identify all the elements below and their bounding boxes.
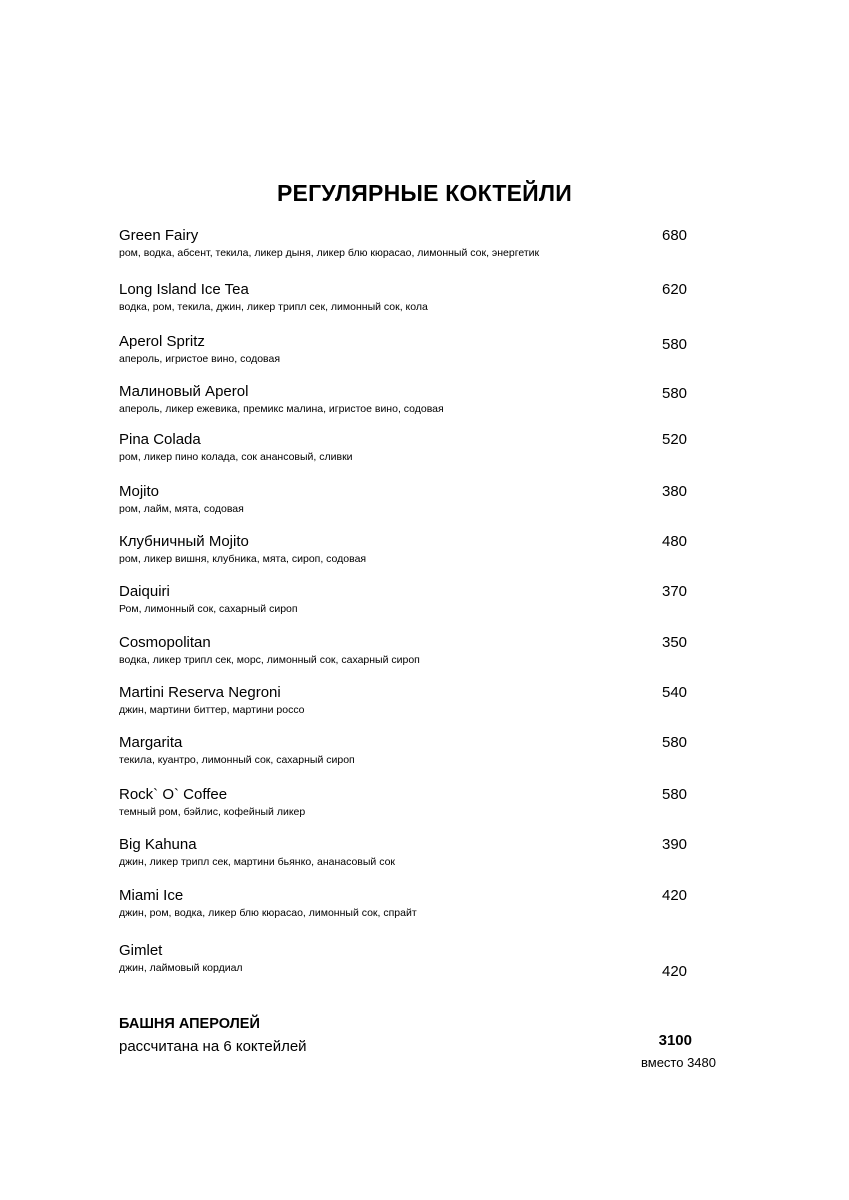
item-name: Gimlet: [119, 942, 163, 959]
menu-item: [119, 634, 719, 667]
item-price: 680: [662, 227, 688, 244]
item-description: джин, лаймовый кордиал: [119, 962, 243, 974]
item-price: 580: [662, 385, 688, 402]
item-name: Big Kahuna: [119, 836, 197, 853]
tower-price: 3100: [658, 1032, 692, 1049]
item-description: апероль, игристое вино, содовая: [119, 353, 281, 365]
item-price: 520: [662, 431, 688, 448]
menu-item: [119, 483, 719, 516]
menu-item: [119, 431, 719, 464]
item-price: 620: [662, 281, 688, 298]
menu-item: [119, 734, 719, 767]
item-name: Cosmopolitan: [119, 634, 211, 651]
item-description: джин, ром, водка, ликер блю кюрасао, лимонный сок, спрайт: [119, 907, 417, 919]
item-name: Клубничный Mojito: [119, 533, 249, 550]
item-description: ром, водка, абсент, текила, ликер дыня, ликер блю кюрасао, лимонный сок, энергетик: [119, 247, 540, 259]
item-price: 540: [662, 684, 688, 701]
item-name: Green Fairy: [119, 227, 199, 244]
item-description: водка, ликер трипл сек, морс, лимонный сок, сахарный сироп: [119, 654, 420, 666]
item-description: Ром, лимонный сок, сахарный сироп: [119, 603, 298, 615]
item-price: 420: [662, 963, 688, 980]
menu-item: [119, 533, 719, 566]
item-price: 580: [662, 734, 688, 751]
item-price: 390: [662, 836, 688, 853]
item-price: 420: [662, 887, 688, 904]
item-description: джин, ликер трипл сек, мартини бьянко, ананасовый сок: [119, 856, 396, 868]
menu-item: [119, 887, 719, 920]
item-name: Long Island Ice Tea: [119, 281, 249, 298]
menu-item: [119, 836, 719, 869]
item-price: 580: [662, 336, 688, 353]
menu-item: [119, 333, 719, 366]
item-description: джин, мартини биттер, мартини россо: [119, 704, 305, 716]
menu-item: [119, 383, 719, 416]
item-name: Mojito: [119, 483, 160, 500]
item-description: текила, куантро, лимонный сок, сахарный сироп: [119, 754, 355, 766]
tower-old-price: вместо 3480: [641, 1055, 716, 1070]
item-name: Margarita: [119, 734, 183, 751]
item-price: 350: [662, 634, 688, 651]
item-description: водка, ром, текила, джин, ликер трипл сек, лимонный сок, кола: [119, 301, 428, 313]
item-name: Martini Reserva Negroni: [119, 684, 281, 701]
menu-item: [119, 942, 719, 975]
menu-item: [119, 281, 719, 314]
tower-title: БАШНЯ АПЕРОЛЕЙ: [119, 1016, 260, 1032]
menu-title: РЕГУЛЯРНЫЕ КОКТЕЙЛИ: [277, 180, 572, 206]
item-name: Aperol Spritz: [119, 333, 205, 350]
item-name: Малиновый Aperol: [119, 383, 249, 400]
item-description: ром, ликер пино колада, сок анансовый, сливки: [119, 451, 353, 463]
item-name: Miami Ice: [119, 887, 184, 904]
item-price: 480: [662, 533, 688, 550]
item-description: темный ром, бэйлис, кофейный ликер: [119, 806, 306, 818]
menu-item: [119, 583, 719, 616]
item-price: 370: [662, 583, 688, 600]
menu-item: [119, 786, 719, 819]
item-price: 380: [662, 483, 688, 500]
item-description: апероль, ликер ежевика, премикс малина, игристое вино, содовая: [119, 403, 444, 415]
tower-subtitle: рассчитана на 6 коктейлей: [119, 1038, 307, 1055]
item-name: Daiquiri: [119, 583, 170, 600]
item-description: ром, лайм, мята, содовая: [119, 503, 244, 515]
menu-item: [119, 684, 719, 717]
item-description: ром, ликер вишня, клубника, мята, сироп, содовая: [119, 553, 367, 565]
item-name: Rock` O` Coffee: [119, 786, 228, 803]
item-name: Pina Colada: [119, 431, 201, 448]
item-price: 580: [662, 786, 688, 803]
menu-item: [119, 227, 719, 260]
